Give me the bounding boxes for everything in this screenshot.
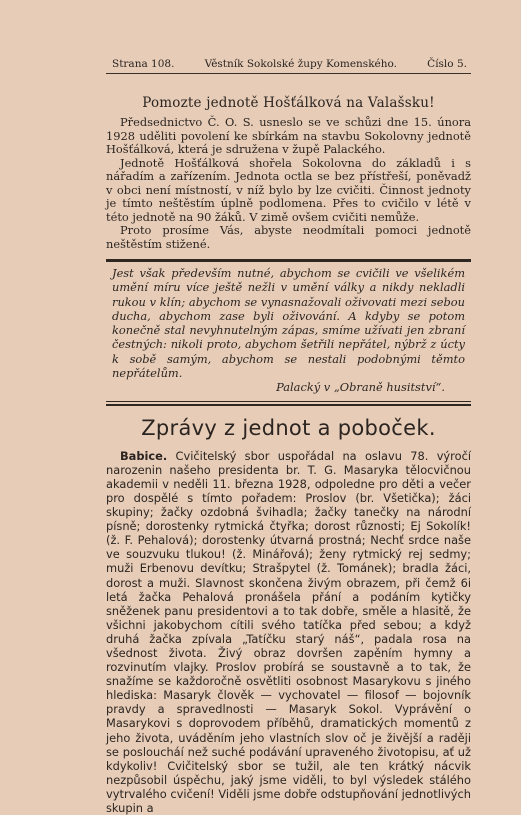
issue-number: Číslo 5.: [427, 58, 467, 70]
running-header: [106, 58, 471, 74]
quote-attribution: Palacký v „Obraně husitství“.: [276, 380, 445, 395]
appeal-paragraph: Předsednictvo Č. O. S. usneslo se ve schůzi dne 15. února 1928 uděliti povolení ke sbírkám na stavbu Sokolovny jednotě Hošťálková, která je sdružena v župě Palackého.: [106, 115, 471, 156]
double-divider: [106, 401, 471, 406]
news-paragraph: [106, 449, 471, 815]
news-text: Cvičitelský sbor uspořádal na oslavu 78. výročí narozenin našeho presidenta br. T. G. Masaryka tělocvičnou akademii v neděli 11. března 1928, odpoledne pro děti a večer pro dospělé s tímto pořadem: Proslov (br. Všetička); žáci skupiny; žačky ozdobná švihadla; žačky tanečky na národní písně; dorostenky rytmická čtyřka; dorost různosti; Ej Sokolík! (ž. F. Pehalová); dorostenky útvarná prostná; Nechť srdce naše ve souzvuku tlukou! (ž. Minářová); ženy rytmický rej sedmy; muži Erbenovu devítku; Strašpytel (ž. Tománek); bradla žáci, dorost a muži. Slavnost skončena živým obrazem, při čemž 6i letá žačka Pehalová pronášela přání a podáním kytičky sněženek panu presidentovi a to tak dobře, směle a hlasitě, že všichni jakobychom cítili svého tatíčka před sebou; a když druhá žačka zpívala „Tatíčku starý náš“, padala rosa na všednost života. Živý obraz dovršen zapěním hymny a rozvinutím vlajky. Proslov probírá se soustavně a to tak, že snažíme se každoročně osvětliti osobnost Masarykovu s jiného hlediska: Masaryk člověk — vychovatel — filosof — bojovník pravdy a spravedlnosti — Masaryk Sokol. Vyprávění o Masarykovi s doprovodem příběhů, dramatických momentů z jeho života, uváděním jeho vlastních slov oč je živější a raději se posloucháí než suché podávání upraveného životopisu, ať už kdykoliv! Cvičitelský sbor se tužil, ale ten krátký nácvik nezpůsobil úspěchu, jaký jsme viděli, to byl výsledek stálého vytrvalého cvičení! Viděli jsme dobře odstupňování jednotlivých skupin a: [106, 448, 472, 815]
appeal-title: Pomozte jednotě Hošťálková na Valašsku!: [142, 95, 435, 111]
news-body: [106, 449, 471, 815]
news-place: Babice.: [120, 448, 168, 463]
section-divider: [106, 259, 471, 262]
page-number: Strana 108.: [112, 58, 175, 70]
quote-text: Jest však především nutné, abychom se cvičili ve všelikém umění míru více ještě nežli v umění války a nikdy nekladli rukou v klín; abychom se vynasnažovali oživovati mezi sebou ducha, abychom zase byli oživování. A kdyby se potom konečně stal nevyhnutelným zápas, smíme užívati jen zbraní čestných: nikoli proto, abychom šetřili nepřátel, nýbrž z úcty k sobě samým, abychom se nestali podobnými těmto nepřátelům.: [112, 266, 465, 381]
journal-title: Věstník Sokolské župy Komenského.: [204, 58, 398, 70]
appeal-paragraph: Proto prosíme Vás, abyste neodmítali pomoci jednotě neštěstím stižené.: [106, 223, 471, 251]
appeal-body: [106, 116, 471, 251]
news-title: Zprávy z jednot a poboček.: [141, 415, 436, 440]
quote-block: [106, 266, 471, 395]
appeal-paragraph: Jednotě Hošťálková shořela Sokolovna do základů i s nářadím a zařízením. Jednota octla se bez přístřeší, poněvadž v obci není místností, v níž bylo by lze cvičiti. Činnost jednoty je tímto neštěstím úplně podlomena. Přes to cvičilo v létě v této jednotě na 90 žáků. V zimě ovšem cvičiti nemůže.: [106, 155, 471, 224]
